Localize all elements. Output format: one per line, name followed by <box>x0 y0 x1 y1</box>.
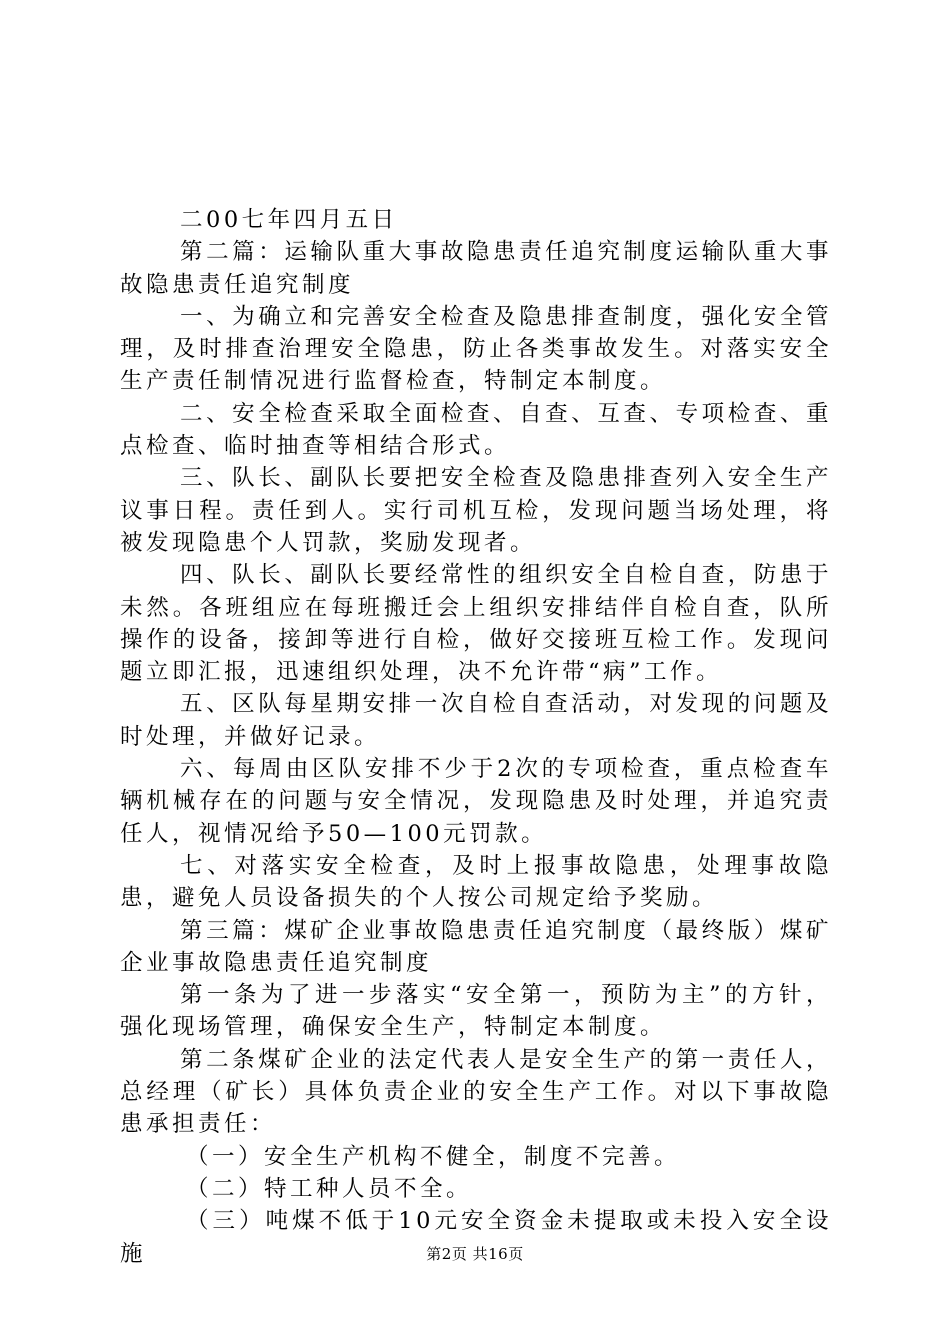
article-1: 第一条为了进一步落实“安全第一，预防为主”的方针，强化现场管理，确保安全生产，特制定本制度。 <box>120 982 832 1041</box>
list-item: （三）吨煤不低于10元安全资金未提取或未投入安全设施 <box>120 1208 832 1267</box>
clause-3: 三、队长、副队长要把安全检查及隐患排查列入安全生产议事日程。责任到人。实行司机互检，发现问题当场处理，将被发现隐患个人罚款，奖励发现者。 <box>120 465 832 556</box>
list-item: （一）安全生产机构不健全，制度不完善。 <box>186 1143 681 1170</box>
clause-4: 四、队长、副队长要经常性的组织安全自检自查，防患于未然。各班组应在每班搬迁会上组织安排结伴自检自查，队所操作的设备，接卸等进行自检，做好交接班互检工作。发现问题立即汇报，迅速组织处理，决不允许带“病”工作。 <box>120 562 832 686</box>
clause-7: 七、对落实安全检查，及时上报事故隐患，处理事故隐患，避免人员设备损失的个人按公司规定给予奖励。 <box>120 852 832 912</box>
section-title-part-3: 第三篇：煤矿企业事故隐患责任追究制度（最终版）煤矿企业事故隐患责任追究制度 <box>120 917 832 976</box>
clause-5: 五、区队每星期安排一次自检自查活动，对发现的问题及时处理，并做好记录。 <box>120 691 832 750</box>
clause-1: 一、为确立和完善安全检查及隐患排查制度，强化安全管理，及时排查治理安全隐患，防止各类事故发生。对落实安全生产责任制情况进行监督检查，特制定本制度。 <box>120 303 832 395</box>
clause-6: 六、每周由区队安排不少于2次的专项检查，重点检查车辆机械存在的问题与安全情况，发现隐患及时处理，并追究责任人，视情况给予50—100元罚款。 <box>120 756 832 847</box>
list-item: （二）特工种人员不全。 <box>186 1175 473 1202</box>
page-number-footer: 第2页 共16页 <box>426 1245 524 1263</box>
section-title-part-2: 第二篇：运输队重大事故隐患责任追究制度运输队重大事故隐患责任追究制度 <box>120 239 832 298</box>
article-2: 第二条煤矿企业的法定代表人是安全生产的第一责任人，总经理（矿长）具体负责企业的安全生产工作。对以下事故隐患承担责任： <box>120 1046 832 1138</box>
document-body <box>120 204 832 1270</box>
date-line: 二00七年四月五日 <box>180 207 398 233</box>
clause-2: 二、安全检查采取全面检查、自查、互查、专项检查、重点检查、临时抽查等相结合形式。 <box>120 400 832 460</box>
